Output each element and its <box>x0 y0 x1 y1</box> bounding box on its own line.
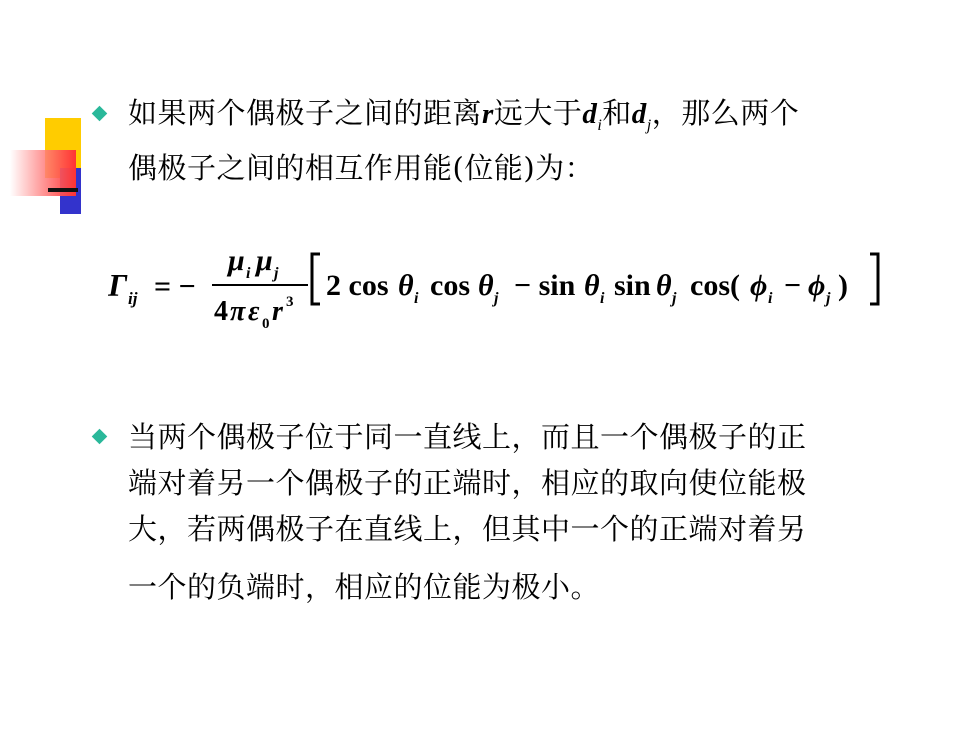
svg-text:4: 4 <box>214 296 228 327</box>
svg-text:μ: μ <box>228 244 245 277</box>
svg-text:j: j <box>274 265 279 282</box>
svg-text:j: j <box>826 290 831 307</box>
svg-text:μ: μ <box>256 244 273 277</box>
svg-text:i: i <box>414 290 419 307</box>
svg-text:): ) <box>838 269 848 302</box>
svg-text:−: − <box>784 269 802 302</box>
paragraph-2-line-3: 大，若两偶极子在直线上，但其中一个的正端对着另 <box>128 512 807 546</box>
paragraph-1-line-1: 如果两个偶极子之间的距离r远大于$d_i$和$d_j$，那么两个 <box>128 96 800 134</box>
svg-text:θ: θ <box>584 269 600 302</box>
svg-text:3: 3 <box>286 294 294 310</box>
svg-text:ij: ij <box>128 289 138 308</box>
svg-text:− sin: − sin <box>514 269 576 302</box>
svg-text:i: i <box>246 265 251 282</box>
svg-text:cos(: cos( <box>690 269 740 302</box>
svg-text:sin: sin <box>614 269 651 302</box>
svg-text:i: i <box>768 290 773 307</box>
svg-text:cos: cos <box>430 269 470 302</box>
svg-text:i: i <box>600 290 605 307</box>
svg-text:θ: θ <box>478 269 494 302</box>
svg-text:ϕ: ϕ <box>750 269 768 302</box>
formula-svg <box>108 238 898 338</box>
svg-text:j: j <box>494 290 499 307</box>
svg-text:= −: = − <box>154 270 196 303</box>
paragraph-2-line-1: 当两个偶极子位于同一直线上，而且一个偶极子的正 <box>128 420 807 454</box>
svg-text:j: j <box>672 290 677 307</box>
svg-text:ϕ: ϕ <box>808 269 826 302</box>
dipole-energy-formula <box>108 238 898 338</box>
svg-text:π: π <box>230 296 246 327</box>
paragraph-1-line-2: 偶极子之间的相互作用能(位能)为： <box>128 150 595 185</box>
paragraph-2-line-2: 端对着另一个偶极子的正端时，相应的取向使位能极 <box>128 466 807 500</box>
svg-text:0: 0 <box>262 316 270 332</box>
decor-black-line <box>48 188 78 192</box>
svg-text:Γ: Γ <box>108 267 128 303</box>
paragraph-1 <box>128 92 799 189</box>
svg-text:ε: ε <box>248 296 260 327</box>
svg-text:θ: θ <box>656 269 672 302</box>
paragraph-2-line-4: 一个的负端时，相应的位能为极小。 <box>128 570 601 604</box>
svg-text:θ: θ <box>398 269 414 302</box>
paragraph-2 <box>128 414 807 610</box>
svg-text:r: r <box>272 296 283 327</box>
svg-text:2 cos: 2 cos <box>326 269 389 302</box>
bullet-diamond-icon <box>92 429 108 445</box>
bullet-diamond-icon <box>92 106 108 122</box>
